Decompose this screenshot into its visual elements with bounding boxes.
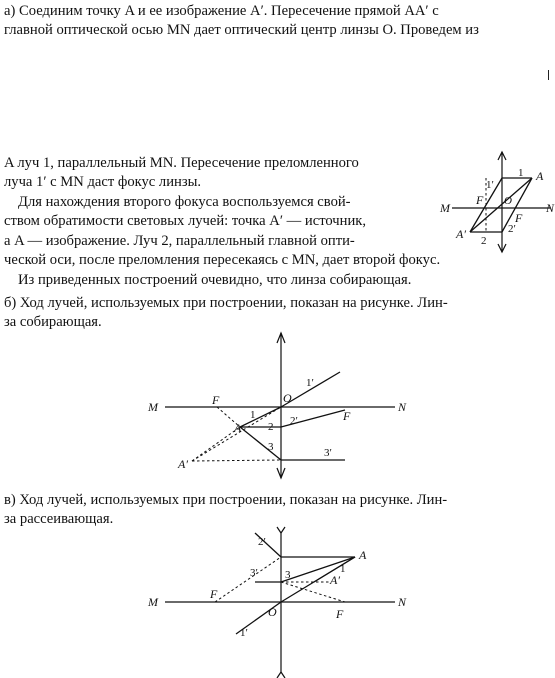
fig-b-label-2: 2 bbox=[268, 421, 274, 433]
fig-a-label-O: O bbox=[504, 195, 512, 207]
fig-c-dashed-F1 bbox=[215, 557, 281, 602]
text-a-line-6: ством обратимости световых лучей: точка A′ — источник, bbox=[4, 213, 367, 229]
fig-a-label-2p: 2′ bbox=[508, 223, 516, 235]
text-a-line-4: луча 1′ с MN даст фокус линзы. bbox=[4, 174, 202, 190]
text-a-line-2: главной оптической осью MN дает оптический центр линзы O. Проведем из bbox=[4, 22, 479, 38]
fig-c-label-M: M bbox=[148, 595, 158, 609]
fig-b-label-Aprime: A′ bbox=[178, 457, 188, 471]
fig-b-label-M: M bbox=[148, 400, 158, 414]
fig-a-label-A: A bbox=[536, 169, 544, 183]
text-c-line-2: за рассеивающая. bbox=[4, 511, 114, 527]
fig-a-label-F1: F bbox=[476, 193, 484, 207]
fig-b-label-1p: 1′ bbox=[306, 377, 314, 389]
figure-c bbox=[147, 527, 407, 678]
fig-a-label-F2: F bbox=[515, 211, 523, 225]
text-a-line-9: Из приведенных построений очевидно, что линза собирающая. bbox=[18, 272, 412, 288]
fig-c-label-Aprime: A′ bbox=[330, 573, 340, 587]
text-a-line-3: A луч 1, параллельный MN. Пересечение преломленного bbox=[4, 155, 359, 171]
fig-c-label-3p: 3′ bbox=[250, 567, 258, 579]
text-b-line-1: б) Ход лучей, используемых при построении, показан на рисунке. Лин- bbox=[4, 295, 448, 311]
fig-c-label-2p: 2′ bbox=[258, 536, 266, 548]
fig-a-label-N: N bbox=[546, 201, 555, 215]
fig-c-lens-bottom-arrow bbox=[277, 672, 285, 678]
fig-c-label-F1: F bbox=[210, 587, 218, 601]
fig-b-label-F1: F bbox=[212, 393, 220, 407]
text-b-line-2: за собирающая. bbox=[4, 314, 102, 330]
fig-c-label-F2: F bbox=[336, 607, 344, 621]
fig-b-label-1: 1 bbox=[250, 409, 256, 421]
fig-c-label-A: A bbox=[359, 548, 367, 562]
fig-c-label-1p: 1′ bbox=[240, 627, 248, 639]
fig-c-label-1: 1 bbox=[340, 563, 346, 575]
fig-b-label-3p: 3′ bbox=[324, 447, 332, 459]
fig-b-label-3: 3 bbox=[268, 441, 274, 453]
fig-a-label-1: 1 bbox=[518, 167, 524, 179]
fig-c-lens-top-arrow bbox=[277, 527, 285, 533]
fig-a-label-Aprime: A′ bbox=[456, 227, 466, 241]
text-c-line-1: в) Ход лучей, используемых при построении, показан на рисунке. Лин- bbox=[4, 492, 448, 508]
fig-b-label-N: N bbox=[398, 400, 407, 414]
fig-b-label-F2: F bbox=[343, 409, 351, 423]
text-a-line-8: ческой оси, после преломления пересекаясь с MN, дает второй фокус. bbox=[4, 252, 441, 268]
fig-c-label-O: O bbox=[268, 605, 277, 619]
fig-b-label-A: A bbox=[234, 421, 242, 435]
text-a-line-7: а A — изображение. Луч 2, параллельный главной опти- bbox=[4, 233, 355, 249]
fig-c-label-3: 3 bbox=[285, 569, 291, 581]
fig-b-label-O: O bbox=[283, 391, 292, 405]
text-a-line-1: а) Соединим точку A и ее изображение A′. Пересечение прямой AA′ с bbox=[4, 3, 439, 19]
text-a-line-5: Для нахождения второго фокуса воспользуемся свой- bbox=[18, 194, 351, 210]
fig-a-label-M: M bbox=[440, 201, 450, 215]
fig-a-label-1p: 1′ bbox=[486, 179, 494, 191]
fig-c-label-N: N bbox=[398, 595, 407, 609]
fig-b-label-2p: 2′ bbox=[290, 415, 298, 427]
fig-a-label-2: 2 bbox=[481, 235, 487, 247]
